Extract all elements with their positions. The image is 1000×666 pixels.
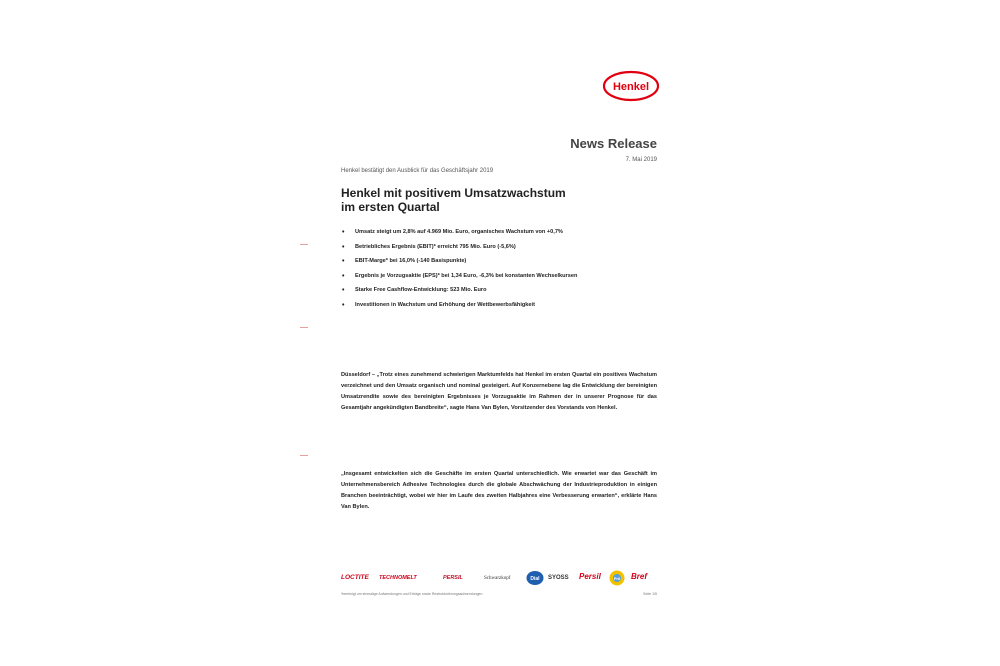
body-paragraph-2: „Insgesamt entwickelten sich die Geschäfte im ersten Quartal unterschiedlich. Wie erwartet war das Geschäft im Unternehmensbereich Adhesive Technologies durch die globale Abschwächung der Industrieproduktion in einigen Branchen beeinträchtigt, wobei wir hier im Laufe des zweiten Halbjahres eine Verbesserung erwarten“, erklärte Hans Van Bylen. xyxy=(341,470,657,510)
page-number: Seite 1/5 xyxy=(643,592,657,596)
margin-mark xyxy=(300,244,308,245)
brand-logo-schwarzkopf: Schwarzkopf xyxy=(484,576,511,581)
brand-logo-persil: Persil xyxy=(579,572,601,581)
kicker-line: Henkel bestätigt den Ausblick für das Geschäftsjahr 2019 xyxy=(341,168,494,174)
pril-logo-icon xyxy=(609,570,625,586)
list-item: • Betriebliches Ergebnis (EBIT)* erreicht 795 Mio. Euro (-5,6%) xyxy=(342,243,516,251)
body-paragraph-1: Düsseldorf – „Trotz eines zunehmend schwierigen Marktumfelds hat Henkel im ersten Quartal ein positives Wachstum verzeichnet und den Umsatz organisch und nominal gesteigert. Auf Konzernebene lag die Entwicklung der bereinigten Umsatzrendite sowie des bereinigten Ergebnisses je Vorzugsaktie im Rahmen der in unserer Prognose für das Gesamtjahr angekündigten Bandbreite“, sagte Hans Van Bylen, Vorsitzender des Vorstands von Henkel. xyxy=(341,371,657,411)
list-item: • Starke Free Cashflow-Entwicklung: 523 Mio. Euro xyxy=(342,287,487,294)
brand-logo-persil-caps: PERSIL xyxy=(443,575,463,581)
list-item: • Umsatz steigt um 2,8% auf 4.969 Mio. Euro, organisches Wachstum von +0,7% xyxy=(342,229,563,236)
brand-logo-strip xyxy=(341,570,659,588)
headline-line-1: Henkel mit positivem Umsatzwachstum xyxy=(341,186,566,200)
brand-logo-dial: Dial xyxy=(530,576,540,582)
brand-logo-technomelt: TECHNOMELT xyxy=(379,575,417,581)
list-item: • EBIT-Marge* bei 16,0% (-140 Basispunkte) xyxy=(342,258,467,265)
bullet-text: EBIT-Marge* bei 16,0% (-140 Basispunkte) xyxy=(355,258,467,264)
key-figures-list xyxy=(341,228,663,315)
bullet-text: Starke Free Cashflow-Entwicklung: 523 Mio. Euro xyxy=(355,287,487,293)
list-item: • Investitionen in Wachstum und Erhöhung der Wettbewerbsfähigkeit xyxy=(342,301,535,309)
brand-logo-syoss: SYOSS xyxy=(548,575,569,581)
list-item: • Ergebnis je Vorzugsaktie (EPS)* bei 1,34 Euro, -6,3% bei konstanten Wechselkursen xyxy=(342,272,578,280)
dial-logo-icon xyxy=(526,570,544,586)
bullet-text: Ergebnis je Vorzugsaktie (EPS)* bei 1,34 Euro, -6,3% bei konstanten Wechselkursen xyxy=(355,272,578,279)
headline-line-2: im ersten Quartal xyxy=(341,200,440,214)
margin-mark xyxy=(300,455,308,456)
release-title: News Release xyxy=(570,136,657,151)
henkel-logo xyxy=(602,70,660,102)
margin-mark xyxy=(300,327,308,328)
headline xyxy=(341,186,641,214)
release-date: 7. Mai 2019 xyxy=(625,157,657,163)
brand-logo-loctite: LOCTITE xyxy=(341,574,369,581)
footnote: *bereinigt um einmalige Aufwendungen und Erträge sowie Restrukturierungsaufwendungen xyxy=(341,592,483,596)
bullet-text: Investitionen in Wachstum und Erhöhung der Wettbewerbsfähigkeit xyxy=(355,301,535,308)
brand-logo-bref: Bref xyxy=(631,572,648,581)
henkel-logo-text: Henkel xyxy=(612,81,650,93)
bullet-text: Umsatz steigt um 2,8% auf 4.969 Mio. Euro, organisches Wachstum von +0,7% xyxy=(355,229,563,235)
bullet-text: Betriebliches Ergebnis (EBIT)* erreicht 795 Mio. Euro (-5,6%) xyxy=(355,243,516,250)
brand-logo-pril: Pril xyxy=(613,576,621,581)
